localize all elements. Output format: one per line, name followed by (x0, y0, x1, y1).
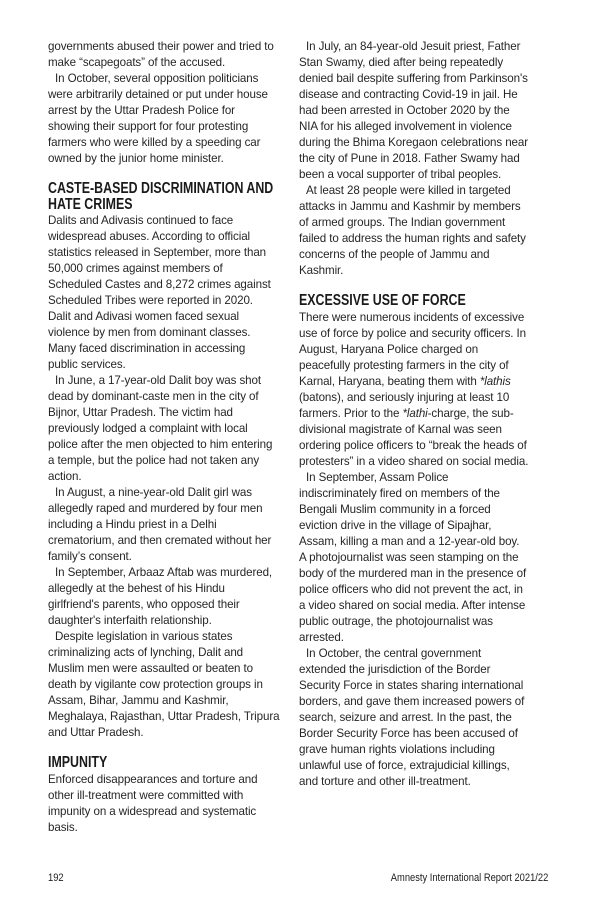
text-line (299, 231, 555, 247)
text-segment: eviction drive in the village of Sipajhar, (299, 518, 492, 532)
heading-line: IMPUNITY (48, 754, 108, 771)
text-segment: public outrage, the photojournalist was (299, 614, 493, 628)
paragraph (299, 183, 555, 279)
text-segment: There were numerous incidents of excessive (299, 310, 525, 324)
text-segment: allegedly raped and murdered by four men (48, 502, 263, 515)
text-segment: unlawful use of force, extrajudicial killings, (299, 758, 510, 772)
text-line (299, 183, 555, 199)
text-line (48, 421, 304, 437)
text-segment: Scheduled Tribes were reported in 2020. (48, 294, 253, 307)
paragraph (48, 629, 304, 741)
text-segment: including a Hindu priest in a Delhi (48, 518, 217, 531)
italic-term: *lathis (479, 374, 511, 388)
text-segment: other ill-treatment were committed with (48, 788, 244, 802)
text-segment: daughter's interfaith relationship. (48, 614, 212, 627)
text-segment: make “scapegoats” of the accused. (48, 56, 226, 69)
text-line (299, 215, 555, 231)
text-line (299, 758, 555, 774)
text-line (48, 103, 304, 119)
text-line (299, 103, 555, 119)
text-segment: Many faced discrimination in accessing (48, 342, 246, 355)
text-line (299, 710, 555, 726)
text-line (299, 470, 555, 486)
text-segment: Assam, killing a man and a 12-year-old boy. (299, 534, 520, 548)
text-segment: owned by the junior home minister. (48, 152, 224, 165)
text-segment: a temple, but the police had not taken any (48, 454, 260, 467)
text-segment: showing their support for four protesting (48, 120, 249, 133)
text-segment: been a vocal supporter of tribal peoples. (299, 168, 502, 181)
text-line (299, 502, 555, 518)
text-line (48, 277, 304, 293)
text-segment: a video shared on social media. After intense (299, 598, 526, 612)
text-segment: peacefully protesting farmers in the city of (299, 358, 509, 372)
text-line (48, 71, 304, 87)
text-line (299, 119, 555, 135)
text-segment: In September, Assam Police (306, 470, 449, 484)
text-line (299, 678, 555, 694)
text-line (48, 629, 304, 645)
text-segment: the city of Pune in 2018. Father Swamy had (299, 152, 520, 165)
text-line (299, 646, 555, 662)
text-segment: ordering police officers to “break the heads of (299, 438, 527, 452)
text-line (299, 199, 555, 215)
text-line (299, 566, 555, 582)
text-line (299, 374, 555, 390)
text-line (299, 390, 555, 406)
text-segment: Dalit and Adivasi women faced sexual (48, 310, 240, 323)
text-segment: and Uttar Pradesh. (48, 726, 144, 739)
text-line (48, 485, 304, 501)
text-segment: In June, a 17-year-old Dalit boy was shot (55, 374, 261, 387)
text-line (48, 661, 304, 677)
text-line (48, 325, 304, 341)
text-segment: and torture and other ill-treatment. (299, 774, 471, 788)
text-segment: Stan Swamy, died after being repeatedly (299, 56, 504, 69)
text-line (48, 549, 304, 565)
text-segment: during the Bhima Koregaon celebrations near (299, 136, 529, 149)
text-segment: Bijnor, Uttar Pradesh. The victim had (48, 406, 233, 419)
text-line (48, 405, 304, 421)
text-line (299, 263, 555, 279)
text-line (299, 454, 555, 470)
report-title: Amnesty International Report 2021/22 (390, 872, 548, 884)
text-line (48, 341, 304, 357)
text-segment: Muslim men were assaulted or beaten to (48, 662, 253, 675)
text-line (299, 422, 555, 438)
page-number: 192 (48, 872, 64, 884)
text-segment: search, seizure and arrest. In the past, the (299, 710, 512, 724)
text-segment: Meghalaya, Rajasthan, Uttar Pradesh, Tripura (48, 710, 280, 723)
text-line (48, 501, 304, 517)
text-segment: Border Security Force has been accused of (299, 726, 518, 740)
text-segment: disease and contracting Covid-19 in jail. He (299, 88, 518, 101)
text-segment: At least 28 people were killed in targeted (306, 184, 511, 197)
text-segment: dead by dominant-caste men in the city of (48, 390, 259, 403)
text-line (48, 788, 304, 804)
text-segment: concerns of the people of Jammu and (299, 248, 490, 261)
text-line (299, 486, 555, 502)
text-segment: basis. (48, 820, 78, 834)
text-line (48, 213, 304, 229)
text-line (48, 517, 304, 533)
text-segment: A photojournalist was seen stamping on the (299, 550, 519, 564)
text-line (48, 39, 304, 55)
text-segment: of armed groups. The Indian government (299, 216, 506, 229)
heading-line: HATE CRIMES (48, 195, 133, 213)
text-segment: (batons), and seriously injuring at least 10 (299, 390, 510, 404)
text-segment: use of force by police and security officers. In (299, 326, 526, 340)
text-line (48, 87, 304, 103)
paragraph (299, 39, 555, 183)
text-segment: police officers who did not prevent the act, in (299, 582, 523, 596)
text-line (299, 550, 555, 566)
text-line (48, 469, 304, 485)
text-line (299, 614, 555, 630)
text-line (299, 87, 555, 103)
text-line (48, 772, 304, 788)
paragraph (48, 39, 304, 71)
text-segment: indiscriminately fired on members of the (299, 486, 500, 500)
text-line (299, 167, 555, 183)
text-segment: grave human rights violations including (299, 742, 495, 756)
paragraph (48, 213, 304, 373)
text-line (48, 437, 304, 453)
text-segment: -charge, the sub- (427, 406, 514, 420)
left-column (48, 39, 304, 836)
text-segment: farmers who were killed by a speeding car (48, 136, 261, 149)
paragraph (299, 310, 555, 470)
text-line (48, 533, 304, 549)
italic-term: *lathi (402, 406, 428, 420)
text-line (299, 358, 555, 374)
text-line (48, 804, 304, 820)
text-segment: family’s consent. (48, 550, 132, 563)
text-line (48, 565, 304, 581)
text-segment: borders, and gave them increased powers of (299, 694, 525, 708)
text-line (299, 582, 555, 598)
text-line (48, 55, 304, 71)
text-line (48, 581, 304, 597)
text-segment: crematorium, and then cremated without her (48, 534, 272, 547)
right-column (299, 39, 555, 790)
text-line (48, 293, 304, 309)
text-line (48, 645, 304, 661)
text-line (48, 613, 304, 629)
paragraph (299, 646, 555, 790)
text-segment: 50,000 crimes against members of (48, 262, 223, 275)
text-line (299, 151, 555, 167)
text-segment: Enforced disappearances and torture and (48, 772, 258, 786)
text-segment: governments abused their power and tried to (48, 40, 274, 53)
text-segment: public services. (48, 358, 126, 371)
text-segment: had been arrested in October 2020 by the (299, 104, 510, 117)
text-segment: allegedly at the behest of his Hindu (48, 582, 225, 595)
text-line (48, 245, 304, 261)
text-line (48, 119, 304, 135)
text-line (299, 662, 555, 678)
text-line (299, 518, 555, 534)
text-segment: In July, an 84-year-old Jesuit priest, Father (306, 40, 521, 53)
text-line (48, 693, 304, 709)
text-segment: In September, Arbaaz Aftab was murdered, (55, 566, 273, 579)
text-line (299, 742, 555, 758)
heading-line: CASTE-BASED DISCRIMINATION AND (48, 180, 274, 197)
text-line (299, 310, 555, 326)
paragraph (48, 71, 304, 167)
text-line (299, 598, 555, 614)
text-segment: August, Haryana Police charged on (299, 342, 479, 356)
text-segment: were arbitrarily detained or put under house (48, 88, 268, 101)
text-segment: In October, the central government (306, 646, 482, 660)
text-segment: Scheduled Castes and 8,272 crimes against (48, 278, 271, 291)
text-line (48, 229, 304, 245)
text-line (299, 326, 555, 342)
text-segment: divisional magistrate of Karnal was seen (299, 422, 502, 436)
heading-line: EXCESSIVE USE OF FORCE (299, 292, 466, 309)
text-line (299, 247, 555, 263)
text-line (48, 261, 304, 277)
text-segment: denied bail despite suffering from Parkinson's (299, 72, 528, 85)
text-segment: impunity on a widespread and systematic (48, 804, 257, 818)
text-line (48, 389, 304, 405)
text-segment: arrested. (299, 630, 344, 644)
text-segment: violence by men from dominant classes. (48, 326, 251, 339)
section-heading (299, 293, 555, 309)
text-line (299, 694, 555, 710)
text-segment: attacks in Jammu and Kashmir by members (299, 200, 521, 213)
text-line (299, 39, 555, 55)
text-segment: body of the murdered man in the presence of (299, 566, 527, 580)
text-segment: Karnal, Haryana, beating them with (299, 374, 480, 388)
text-segment: In October, several opposition politicians (55, 72, 259, 85)
text-segment: Assam, Bihar, Jammu and Kashmir, (48, 694, 229, 707)
text-segment: failed to address the human rights and safety (299, 232, 526, 245)
text-segment: criminalizing acts of lynching, Dalit and (48, 646, 244, 659)
text-segment: protesters” in a video shared on social media. (299, 454, 529, 468)
text-segment: In August, a nine-year-old Dalit girl was (55, 486, 252, 499)
paragraph (48, 565, 304, 629)
text-segment: extended the jurisdiction of the Border (299, 662, 491, 676)
text-line (299, 71, 555, 87)
text-segment: farmers. Prior to the (299, 406, 403, 420)
text-line (299, 438, 555, 454)
text-line (299, 630, 555, 646)
text-segment: statistics released in September, more than (48, 246, 267, 259)
paragraph (48, 373, 304, 485)
text-line (299, 135, 555, 151)
text-segment: Security Force in states sharing international (299, 678, 524, 692)
text-segment: death by vigilante cow protection groups in (48, 678, 263, 691)
text-line (48, 151, 304, 167)
text-line (48, 373, 304, 389)
section-heading (48, 181, 304, 212)
text-segment: girlfriend's parents, who opposed their (48, 598, 240, 611)
paragraph (48, 485, 304, 565)
text-line (299, 774, 555, 790)
text-segment: previously lodged a complaint with local (48, 422, 248, 435)
text-segment: action. (48, 470, 82, 483)
text-line (48, 820, 304, 836)
text-segment: Despite legislation in various states (55, 630, 233, 643)
text-segment: Kashmir. (299, 264, 344, 277)
section-heading (48, 755, 304, 771)
text-line (48, 725, 304, 741)
text-line (299, 726, 555, 742)
text-line (48, 135, 304, 151)
text-segment: arrest by the Uttar Pradesh Police for (48, 104, 235, 117)
text-line (299, 406, 555, 422)
text-line (48, 309, 304, 325)
text-segment: NIA for his alleged involvement in violence (299, 120, 512, 133)
text-line (48, 597, 304, 613)
paragraph (48, 772, 304, 836)
text-line (48, 453, 304, 469)
text-line (48, 677, 304, 693)
text-segment: widespread abuses. According to official (48, 230, 251, 243)
paragraph (299, 470, 555, 646)
text-line (48, 357, 304, 373)
text-segment: Dalits and Adivasis continued to face (48, 214, 234, 227)
text-line (299, 55, 555, 71)
text-line (299, 342, 555, 358)
text-line (299, 534, 555, 550)
text-segment: police after the men objected to him entering (48, 438, 273, 451)
text-segment: Bengali Muslim community in a forced (299, 502, 491, 516)
text-line (48, 709, 304, 725)
